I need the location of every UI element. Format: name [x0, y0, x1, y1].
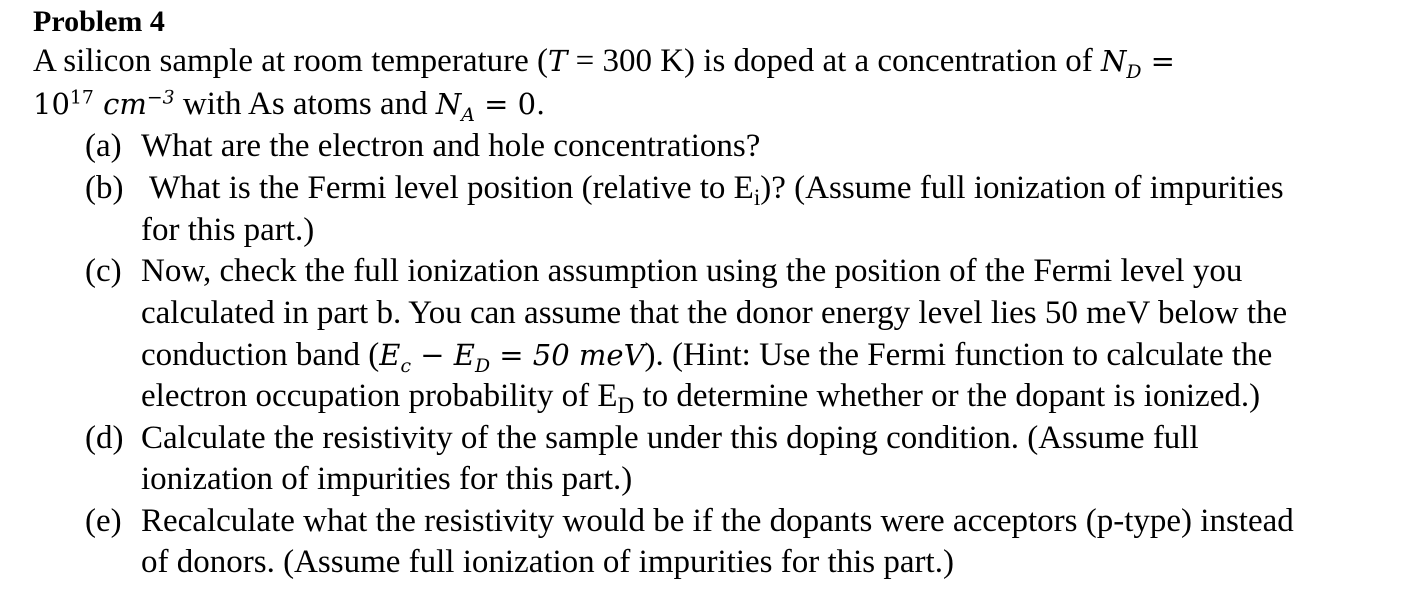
intro-text: A silicon sample at room temperature (	[33, 43, 549, 79]
equals-sign: =	[1141, 44, 1175, 78]
part-b-line-1	[85, 168, 1284, 208]
part-label: (e)	[85, 503, 122, 539]
temperature-symbol: T	[548, 44, 568, 78]
part-text: Recalculate what the resistivity would be if the dopants were acceptors (p-type) instead	[141, 503, 1294, 539]
part-text: What is the Fermi level position (relative to E	[149, 170, 754, 206]
part-e-line-2: of donors. (Assume full ionization of impurities for this part.)	[141, 544, 954, 580]
intro-text: with As atoms and	[174, 86, 436, 122]
subscript-i: i	[753, 184, 761, 210]
part-label: (a)	[85, 128, 122, 164]
part-e-line-1	[85, 501, 1294, 541]
intro-text: = 300 K) is doped at a concentration of	[567, 43, 1101, 79]
part-text: conduction band (	[141, 337, 380, 373]
subscript-d: D	[617, 392, 635, 418]
concentration-value: $10^{17}$	[33, 87, 94, 121]
part-c-line-2: calculated in part b. You can assume that the donor energy level lies 50 meV below the	[141, 295, 1288, 331]
acceptor-concentration-symbol: $N_A$	[435, 87, 475, 126]
intro-line-2	[33, 84, 545, 124]
part-text: electron occupation probability of E	[141, 378, 618, 414]
part-text: Now, check the full ionization assumption using the position of the Fermi level you	[141, 253, 1243, 289]
part-b-line-2: for this part.)	[141, 212, 315, 248]
part-text: What are the electron and hole concentrations?	[141, 128, 761, 164]
part-label: (c)	[85, 253, 122, 289]
acceptor-value: = 0.	[474, 87, 546, 121]
problem-title: Problem 4	[33, 5, 165, 38]
intro-line-1	[33, 41, 1175, 81]
part-label: (b)	[85, 170, 124, 206]
part-c-line-4	[141, 376, 1260, 416]
part-d-line-1	[85, 418, 1199, 458]
energy-difference-expression: $E_c - E_D = 50$ meV	[379, 338, 645, 377]
part-a	[85, 126, 760, 166]
part-c-line-1	[85, 251, 1242, 291]
part-text: )? (Assume full ionization of impurities	[760, 170, 1284, 206]
part-text: Calculate the resistivity of the sample under this doping condition. (Assume full	[141, 420, 1199, 456]
part-text: to determine whether or the dopant is ionized.)	[634, 378, 1261, 414]
donor-concentration-symbol: $N_D$	[1100, 44, 1142, 83]
part-text: ). (Hint: Use the Fermi function to calculate the	[644, 337, 1273, 373]
part-d-line-2: ionization of impurities for this part.)	[141, 461, 633, 497]
part-c-line-3	[141, 335, 1272, 375]
concentration-unit: $cm^{-3}$	[93, 87, 175, 121]
part-label: (d)	[85, 420, 124, 456]
